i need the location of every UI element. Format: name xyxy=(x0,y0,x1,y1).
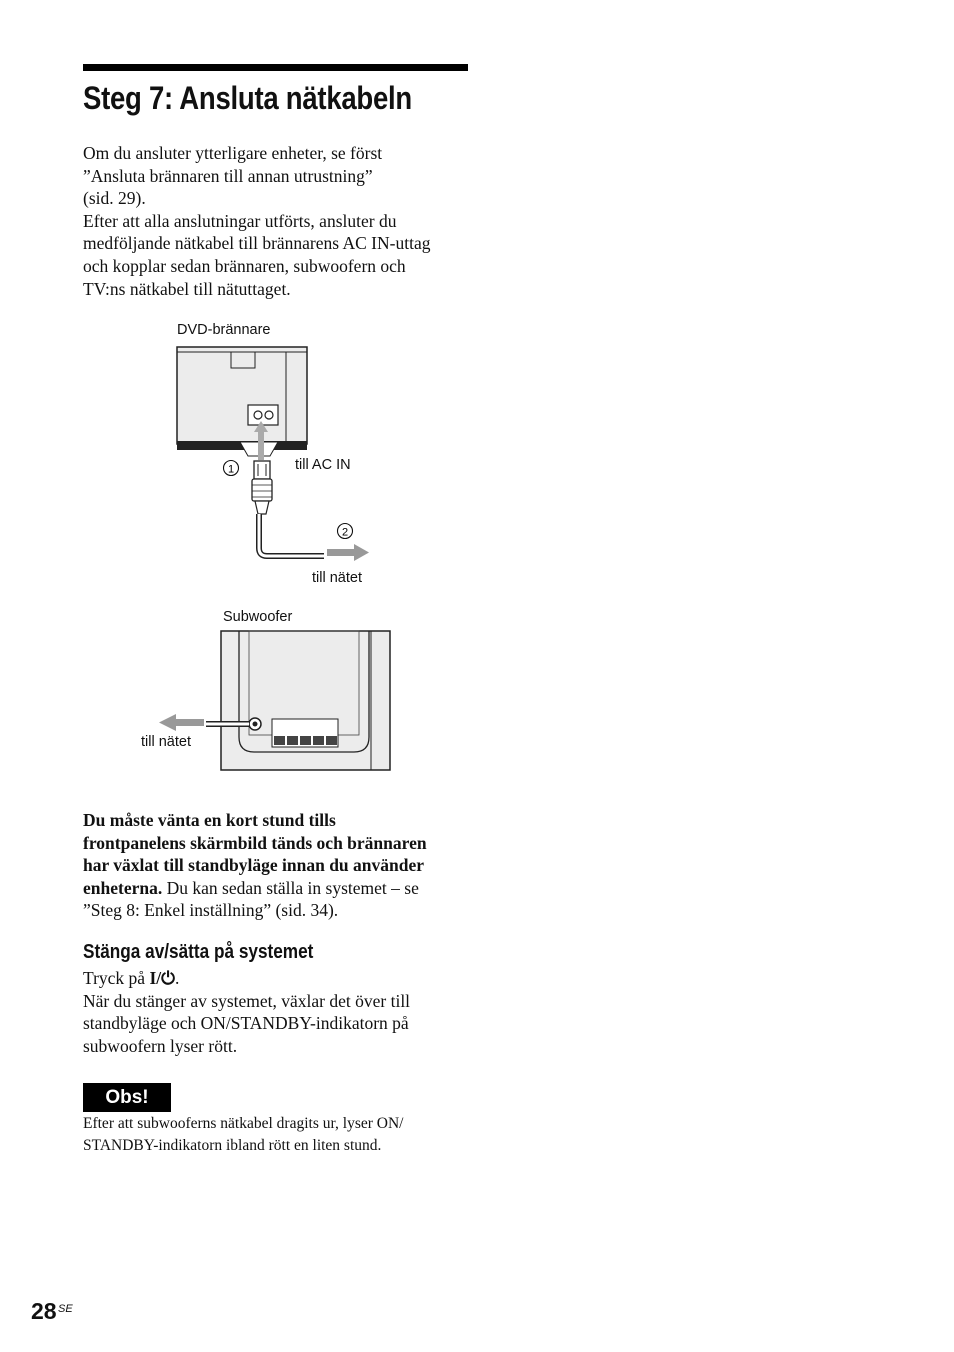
power-button-icon: I/⏻ xyxy=(149,968,175,988)
notice-line: frontpanelens skärmbild tänds och brännaren xyxy=(83,832,427,853)
notice-line: Du måste vänta en kort stund tills xyxy=(83,810,336,830)
press-suffix: . xyxy=(174,968,180,988)
note-text xyxy=(83,1113,403,1157)
intro-line: (sid. 29). xyxy=(83,188,146,209)
dvd-recorder-label: DVD-brännare xyxy=(177,322,271,338)
press-prefix: Tryck på xyxy=(83,968,150,988)
page-language-suffix: SE xyxy=(58,1303,73,1315)
notice-normal-tail: Du kan sedan ställa in systemet – se xyxy=(162,877,419,898)
power-section-body xyxy=(83,967,473,1057)
note-badge: Obs! xyxy=(83,1083,171,1112)
step-2-marker xyxy=(338,524,353,539)
intro-line: ”Ansluta brännaren till annan utrustning” xyxy=(83,165,373,186)
notice-paragraph xyxy=(83,809,473,922)
to-mains-label-1: till nätet xyxy=(312,570,362,586)
power-body-line: subwoofern lyser rött. xyxy=(83,1035,238,1056)
to-ac-in-label: till AC IN xyxy=(295,457,351,473)
power-body-line: standbyläge och ON/STANDBY-indikatorn på xyxy=(83,1013,409,1034)
page-title: Steg 7: Ansluta nätkabeln xyxy=(83,80,412,116)
dvd-recorder-illustration xyxy=(177,347,307,456)
arrow-right-icon xyxy=(327,544,369,561)
note-line: Efter att subwooferns nätkabel dragits ur, lyser ON/ xyxy=(83,1115,404,1132)
arrow-left-icon xyxy=(159,714,204,731)
intro-line: Om du ansluter ytterligare enheter, se först xyxy=(83,143,383,163)
step-1-marker xyxy=(224,461,239,476)
notice-bold-tail: enheterna. xyxy=(83,877,163,898)
intro-line: medföljande nätkabel till brännarens AC IN-uttag xyxy=(83,233,431,254)
page-number: 28 xyxy=(31,1298,57,1324)
power-body-line: När du stänger av systemet, växlar det över till xyxy=(83,990,411,1011)
step-1-number: 1 xyxy=(227,463,235,476)
intro-line: TV:ns nätkabel till nätuttaget. xyxy=(83,278,291,299)
notice-line: har växlat till standbyläge innan du använder xyxy=(83,855,425,876)
note-line: STANDBY-indikatorn ibland rött en liten stund. xyxy=(83,1137,382,1154)
subwoofer-illustration xyxy=(221,631,390,770)
notice-line: ”Steg 8: Enkel inställning” (sid. 34). xyxy=(83,900,339,921)
power-cable-illustration xyxy=(252,461,324,556)
subwoofer-label: Subwoofer xyxy=(223,609,293,625)
power-section-heading: Stänga av/sätta på systemet xyxy=(83,941,314,963)
to-mains-label-2: till nätet xyxy=(141,734,191,750)
step-2-number: 2 xyxy=(341,526,349,539)
notice-mixed-line xyxy=(83,877,473,900)
intro-line: Efter att alla anslutningar utförts, ansluter du xyxy=(83,210,397,231)
press-instruction xyxy=(83,967,473,990)
intro-line: och kopplar sedan brännaren, subwoofern och xyxy=(83,255,406,276)
